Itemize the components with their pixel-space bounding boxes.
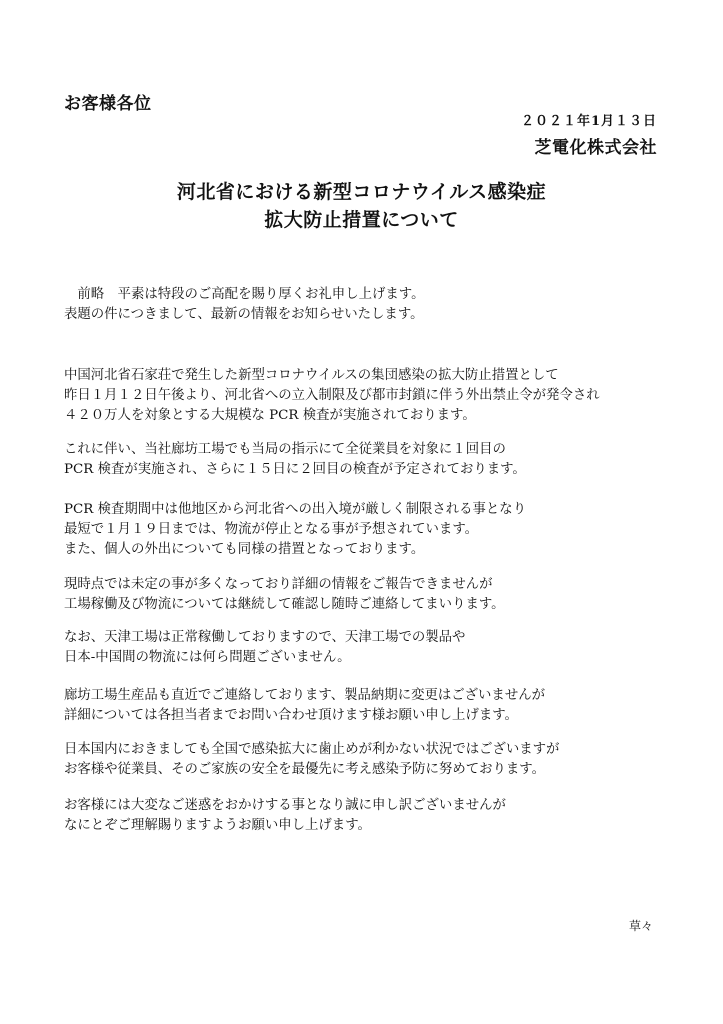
paragraph-line: 廊坊工場生産品も直近でご連絡しております、製品納期に変更はございませんが (64, 688, 545, 703)
paragraph-apology (64, 796, 506, 836)
document-title-line-1: 河北省における新型コロナウイルス感染症 (176, 181, 547, 203)
paragraph-outbreak (64, 366, 600, 426)
closing-remark: 草々 (628, 919, 653, 933)
company-name: 芝電化株式会社 (534, 138, 657, 158)
paragraph-line: 日本-中国間の物流には何ら問題ございません。 (64, 650, 351, 665)
paragraph-line: 詳細については各担当者までお問い合わせ頂けます様お願い申し上げます。 (64, 708, 518, 723)
paragraph-line: 昨日１月１２日午後より、河北省への立入制限及び都市封鎖に伴う外出禁止令が発令され (64, 388, 600, 403)
paragraph-current-status (64, 575, 505, 615)
paragraph-tianjin-factory (64, 628, 465, 668)
paragraph-line: 最短で１月１９日までは、物流が停止となる事が予想されています。 (64, 522, 479, 537)
paragraph-line: 工場稼働及び物流については継続して確認し随時ご連絡してまいります。 (64, 597, 505, 612)
paragraph-delivery (64, 686, 545, 726)
salutation: お客様各位 (64, 94, 152, 114)
paragraph-line: ４２０万人を対象とする大規模な PCR 検査が実施されております。 (64, 408, 476, 423)
paragraph-line: 現時点では未定の事が多くなっており詳細の情報をご報告できませんが (64, 577, 493, 592)
paragraph-logistics-restriction (64, 500, 526, 560)
paragraph-japan-measures (64, 740, 559, 780)
greeting-line: 前略 平素は特段のご高配を賜り厚くお礼申し上げます。 (64, 287, 425, 302)
paragraph-line: お客様には大変なご迷惑をおかけする事となり誠に申し訳ございませんが (64, 798, 506, 813)
paragraph-line: なお、天津工場は正常稼働しておりますので、天津工場での製品や (64, 630, 466, 645)
greeting-line: 表題の件につきまして、最新の情報をお知らせいたします。 (64, 307, 424, 322)
paragraph-line: これに伴い、当社廊坊工場でも当局の指示にて全従業員を対象に１回目の (64, 442, 506, 457)
paragraph-pcr-testing (64, 440, 526, 480)
paragraph-line: PCR 検査が実施され、さらに１５日に２回目の検査が予定されております。 (64, 462, 526, 477)
document-date: ２０２１年1月１３日 (520, 114, 657, 129)
paragraph-line: PCR 検査期間中は他地区から河北省への出入境が厳しく制限される事となり (64, 502, 527, 517)
document-title-line-2: 拡大防止措置について (264, 209, 459, 231)
paragraph-line: また、個人の外出についても同様の措置となっております。 (64, 542, 425, 557)
greeting-paragraph (64, 285, 424, 325)
paragraph-line: 日本国内におきましても全国で感染拡大に歯止めが利かない状況ではございますが (64, 742, 560, 757)
paragraph-line: なにとぞご理解賜りますようお願い申し上げます。 (64, 818, 371, 833)
paragraph-line: お客様や従業員、そのご家族の安全を最優先に考え感染予防に努めております。 (64, 762, 545, 777)
paragraph-line: 中国河北省石家荘で発生した新型コロナウイルスの集団感染の拡大防止措置として (64, 368, 559, 383)
